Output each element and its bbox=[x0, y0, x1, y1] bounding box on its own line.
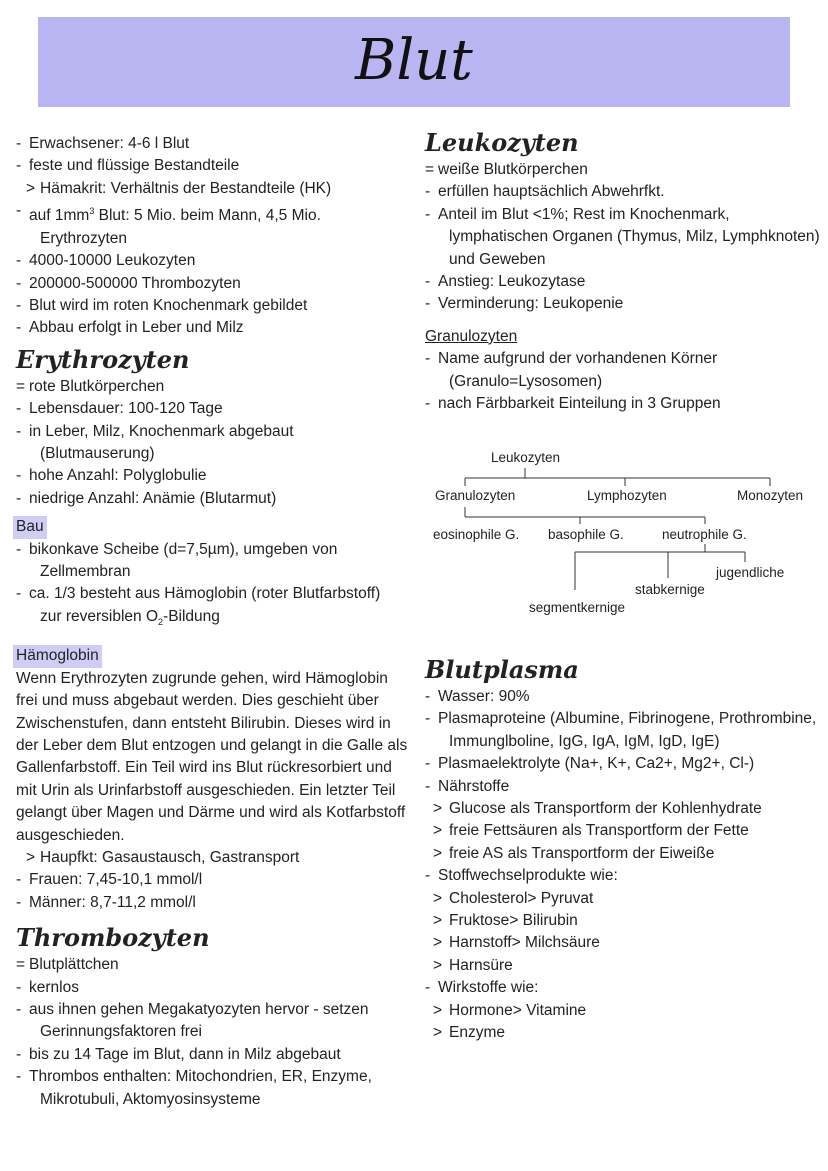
list-item: - auf $1mm^3$ Blut: 5 Mio. beim Mann, 4,5 Mio. bbox=[16, 202, 321, 225]
list-item-continuation: lymphatischen Organen (Thymus, Milz, Lymphknoten) bbox=[449, 228, 820, 246]
list-item: - niedrige Anzahl: Anämie (Blutarmut) bbox=[16, 489, 277, 507]
list-item: - Thrombos enthalten: Mitochondrien, ER, Enzyme, bbox=[16, 1068, 372, 1086]
list-subitem: > Enzyme bbox=[433, 1024, 505, 1042]
title-banner bbox=[38, 17, 790, 107]
list-item: - feste und flüssige Bestandteile bbox=[16, 157, 240, 175]
list-item-continuation: Gerinnungsfaktoren frei bbox=[40, 1023, 202, 1041]
tree-node-eosinophile: eosinophile G. bbox=[433, 527, 520, 542]
list-item: - Wasser: 90% bbox=[425, 688, 530, 705]
list-item-continuation: Mikrotubuli, Aktomyosinsysteme bbox=[40, 1090, 261, 1108]
right-column bbox=[425, 128, 825, 415]
list-item: - Frauen: 7,45-10,1 mmol/l bbox=[16, 871, 203, 889]
list-item: - Verminderung: Leukopenie bbox=[425, 295, 624, 313]
leukozyten-tree-diagram bbox=[425, 440, 825, 630]
thrombozyten-heading: Thrombozyten bbox=[16, 923, 210, 953]
list-item: - Name aufgrund der vorhandenen Körner bbox=[425, 350, 718, 368]
list-item: - hohe Anzahl: Polyglobulie bbox=[16, 467, 207, 485]
list-subitem: > freie Fettsäuren als Transportform der Fette bbox=[433, 822, 749, 840]
list-item-continuation: Immunglboline, IgG, IgA, IgM, IgD, IgE) bbox=[449, 732, 720, 750]
list-subitem-pair: > Fruktose > Bilirubin bbox=[433, 912, 578, 930]
haemoglobin-paragraph: Wenn Erythrozyten zugrunde gehen, wird Hämoglobin frei und muss abgebaut werden. Dies geschieht über Zwischenstufen, dann entsteht Bilirubin. Dieses wird in der Leber dem Blut entzogen und gelangt in die Galle als Gallenfarbstoff. Ein Teil wird ins Blut rückresorbiert und mit Urin als Urinfarbstoff ausgeschieden. Ein letzter Teil gelangt über Magen und Därme und wird als Kotfarbstoff ausgeschieden. bbox=[16, 669, 408, 844]
tree-node-granulozyten: Granulozyten bbox=[435, 488, 516, 503]
list-item-continuation: Erythrozyten bbox=[40, 229, 128, 247]
list-item: = rote Blutkörperchen bbox=[16, 377, 165, 395]
list-item: - Abbau erfolgt in Leber und Milz bbox=[16, 319, 244, 337]
blutplasma-heading: Blutplasma bbox=[425, 655, 579, 684]
list-item-continuation: (Granulo=Lysosomen) bbox=[449, 372, 603, 390]
list-item-continuation: zur reversiblen $O_2$-Bildung bbox=[40, 607, 220, 627]
erythrozyten-heading: Erythrozyten bbox=[16, 344, 190, 374]
list-subitem: > Glucose als Transportform der Kohlenhydrate bbox=[433, 800, 762, 818]
list-item-continuation: (Blutmauserung) bbox=[40, 445, 155, 463]
list-item: = weiße Blutkörperchen bbox=[425, 161, 588, 178]
list-item: - Blut wird im roten Knochenmark gebildet bbox=[16, 297, 308, 314]
tree-node-leukozyten: Leukozyten bbox=[491, 450, 561, 465]
list-item: - Wirkstoffe wie: bbox=[425, 979, 539, 997]
list-subitem: > Haupfkt: Gasaustausch, Gastransport bbox=[26, 849, 300, 867]
tree-node-jugendliche: jugendliche bbox=[716, 565, 785, 580]
list-item: - Männer: 8,7-11,2 mmol/l bbox=[16, 893, 196, 911]
list-subitem-pair: > Harnstoff > Milchsäure bbox=[433, 934, 600, 952]
list-item: - Anstieg: Leukozytase bbox=[425, 273, 586, 291]
list-item-continuation: und Geweben bbox=[449, 250, 546, 268]
tree-node-lymphozyten: Lymphozyten bbox=[587, 488, 667, 503]
list-item: - ca. 1/3 besteht aus Hämoglobin (roter Blutfarbstoff) bbox=[16, 585, 381, 603]
list-item: - bis zu 14 Tage im Blut, dann in Milz abgebaut bbox=[16, 1045, 341, 1063]
list-item: - kernlos bbox=[16, 978, 79, 996]
list-item: - Plasmaproteine (Albumine, Fibrinogene, Prothrombine, bbox=[425, 710, 817, 728]
list-subitem: > Hämakrit: Verhältnis der Bestandteile (HK) bbox=[26, 179, 332, 197]
tree-node-basophile: basophile G. bbox=[548, 527, 624, 542]
leukozyten-heading: Leukozyten bbox=[425, 128, 579, 157]
tree-node-stabkernige: stabkernige bbox=[635, 582, 705, 597]
list-item: = Blutplättchen bbox=[16, 956, 119, 974]
blutplasma-section bbox=[425, 650, 825, 1045]
list-subitem-pair: > Hormone > Vitamine bbox=[433, 1001, 587, 1019]
list-item: - in Leber, Milz, Knochenmark abgebaut bbox=[16, 422, 294, 440]
page-title: Blut bbox=[355, 28, 473, 93]
list-item: - 200000-500000 Thrombozyten bbox=[16, 274, 241, 292]
list-item: - Plasmaelektrolyte (Na+, K+, Ca2+, Mg2+, Cl-) bbox=[425, 755, 755, 773]
list-item: - Lebensdauer: 100-120 Tage bbox=[16, 400, 223, 418]
list-item: - erfüllen hauptsächlich Abwehrfkt. bbox=[425, 183, 665, 201]
list-subitem: > freie AS als Transportform der Eiweiße bbox=[433, 844, 715, 862]
list-item: - Stoffwechselprodukte wie: bbox=[425, 867, 618, 885]
list-subitem-pair: > Cholesterol > Pyruvat bbox=[433, 889, 594, 907]
list-item: - Nährstoffe bbox=[425, 777, 510, 795]
granulozyten-heading: Granulozyten bbox=[425, 327, 518, 345]
tree-node-segmentkernige: segmentkernige bbox=[529, 600, 626, 615]
tree-node-monozyten: Monozyten bbox=[737, 488, 804, 503]
bau-heading: Bau bbox=[13, 516, 47, 538]
left-column bbox=[16, 133, 416, 1111]
list-item: - bikonkave Scheibe (d=7,5µm), umgeben von bbox=[16, 540, 338, 558]
haemoglobin-heading: Hämoglobin bbox=[13, 645, 102, 667]
list-item: - Anteil im Blut <1%; Rest im Knochenmark, bbox=[425, 205, 730, 223]
list-item: - 4000-10000 Leukozyten bbox=[16, 252, 196, 270]
list-item-continuation: Zellmembran bbox=[40, 563, 131, 581]
list-item: - Erwachsener: 4-6 l Blut bbox=[16, 135, 190, 152]
list-item: - nach Färbbarkeit Einteilung in 3 Gruppen bbox=[425, 395, 721, 413]
list-item: - aus ihnen gehen Megakatyozyten hervor - setzen bbox=[16, 1001, 369, 1019]
list-subitem: > Harnsüre bbox=[433, 956, 513, 974]
tree-node-neutrophile: neutrophile G. bbox=[662, 527, 747, 542]
